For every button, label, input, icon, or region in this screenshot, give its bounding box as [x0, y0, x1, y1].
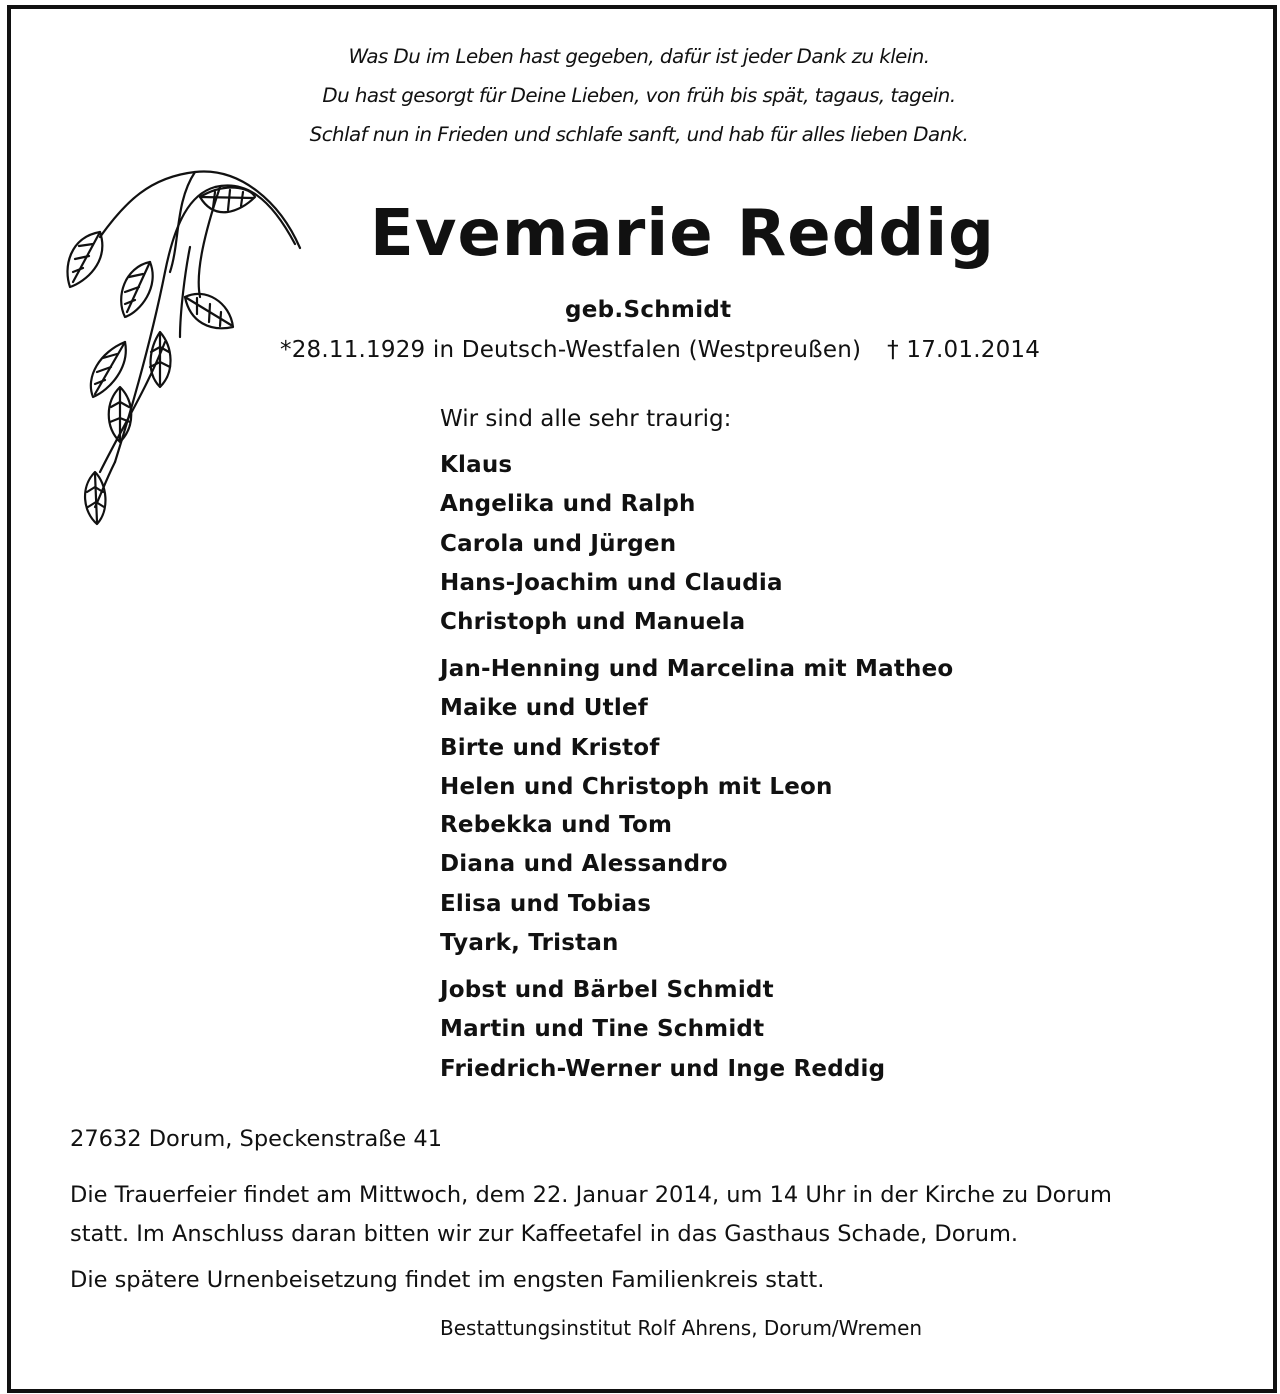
birth-name: geb.Schmidt: [565, 297, 732, 323]
leaf-7: [109, 387, 132, 442]
birch-branch-icon: [55, 162, 305, 542]
deceased-name: Evemarie Reddig: [370, 197, 995, 271]
mourner-line: Martin und Tine Schmidt: [440, 1016, 765, 1042]
funeral-home: Bestattungsinstitut Rolf Ahrens, Dorum/Wremen: [440, 1316, 923, 1340]
mourner-line: Hans-Joachim und Claudia: [440, 570, 783, 596]
mourner-line: Tyark, Tristan: [440, 930, 619, 956]
service-line-2: statt. Im Anschluss daran bitten wir zur Kaffeetafel in das Gasthaus Schade, Dorum.: [70, 1221, 1019, 1247]
mourner-line: Maike und Utlef: [440, 695, 648, 721]
leaf-8: [85, 472, 105, 524]
death-info: † 17.01.2014: [887, 337, 1041, 363]
poem-line-1: Was Du im Leben hast gegeben, dafür ist jeder Dank zu klein.: [348, 46, 930, 69]
address: 27632 Dorum, Speckenstraße 41: [70, 1126, 443, 1152]
birth-info: *28.11.1929 in Deutsch-Westfalen (Westpreußen): [280, 337, 862, 363]
mourner-line: Jan-Henning und Marcelina mit Matheo: [440, 656, 954, 682]
leaf-6: [150, 332, 171, 387]
mourner-line: Rebekka und Tom: [440, 812, 673, 838]
leaf-3: [121, 262, 153, 317]
mourner-line: Elisa und Tobias: [440, 891, 652, 917]
leaf-4: [185, 294, 233, 328]
mourner-line: Carola und Jürgen: [440, 531, 677, 557]
urn-note: Die spätere Urnenbeisetzung findet im engsten Familienkreis statt.: [70, 1267, 825, 1293]
mourner-line: Friedrich-Werner und Inge Reddig: [440, 1056, 886, 1082]
mourners-intro: Wir sind alle sehr traurig:: [440, 406, 732, 432]
mourner-line: Christoph und Manuela: [440, 609, 746, 635]
mourner-line: Jobst und Bärbel Schmidt: [440, 977, 774, 1003]
service-line-1: Die Trauerfeier findet am Mittwoch, dem 22. Januar 2014, um 14 Uhr in der Kirche zu Dorum: [70, 1182, 1112, 1208]
life-dates: [280, 337, 1040, 363]
mourner-line: Diana und Alessandro: [440, 851, 728, 877]
leaf-1: [68, 232, 103, 287]
mourner-line: Klaus: [440, 452, 513, 478]
poem-line-3: Schlaf nun in Frieden und schlafe sanft, und hab für alles lieben Dank.: [309, 124, 969, 147]
poem-line-2: Du hast gesorgt für Deine Lieben, von früh bis spät, tagaus, tagein.: [322, 85, 956, 108]
leaf-2: [200, 188, 255, 213]
mourner-line: Angelika und Ralph: [440, 491, 696, 517]
mourner-line: Helen und Christoph mit Leon: [440, 774, 833, 800]
mourner-line: Birte und Kristof: [440, 735, 660, 761]
